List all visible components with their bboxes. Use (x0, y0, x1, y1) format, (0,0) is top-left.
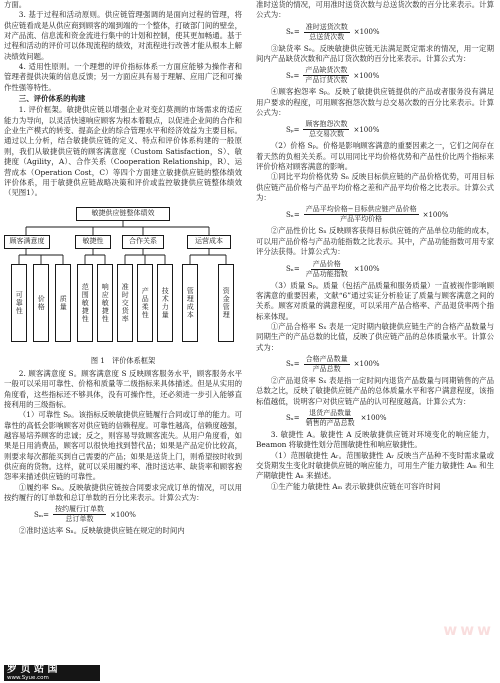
diagram-leaf-product-flexibility: 产品柔性 (137, 264, 153, 342)
watermark-brand: 罗 页 站 国 (7, 664, 58, 675)
paragraph: （3）质量 Sₚ。质量（包括产品质量和服务质量）一直被视作影响顾客满意的重要因素，文献“6”通过实证分析验证了质量与顾客满意之间的关系。顾客对质量的满意程度，可以采用产品合格率、产品退货率两个指标来体现。 (256, 280, 494, 321)
diagram-leaf-price: 价格 (33, 264, 49, 342)
section-heading: 三、评价体系的构建 (18, 94, 86, 104)
paragraph: ①履约率 Sₘ。反映敏捷供应链按合同要求完成订单的情况，可以用按约履行的订单数和总订单数的百分比来表示。计算公式为： (4, 482, 242, 502)
paragraph: （1）可靠性 Sₚ。该指标反映敏捷供应链履行合同或订单的能力。可靠性的高低会影响顾客对供应链的信赖程度。可靠性越高，信赖度越强，越容易培养顾客的忠诚；反之，则容易导致顾客流失。从用户角度看，如果是日用消费品，顾客可以很快地找到替代品；如果是产品定价比较高，则要求每次都能买到自己需要的产品；如果是送货上门，则希望按时收到供应商的货物。这样，就可以采用履约率、准时送达率、缺货率和顾客抱怨率来描述供应链的可靠性。 (4, 410, 242, 482)
formula-return-rate: Sₓ= $\frac{\text{退货产品数量}}{\text{销售的产品总数}}$ ×100% (286, 408, 387, 427)
formula-stockout-rate: Sₒ= $\frac{\text{产品缺货次数}}{\text{产品订货次数}}$ ×100% (286, 66, 380, 85)
paragraph: ②产品退货率 Sₓ 表是指一定时间内退货产品数量与同期销售的产品总数之比，反映了敏捷供应链产品的总体质量水平和客户满意程度，该指标值越低，说明客户对供应链产品的认可程度越高。计算公式为： (256, 375, 494, 406)
paragraph: 3. 基于过程和活动原则。供应链管理强调的是面向过程的管理，将供应链看成是从供应商到顾客的端到端的一个整体，打破部门间的壁垒，对产品流、信息流和资金流进行集中的计划和控制，使其更加畅通。基于过程和活动的评价可以体现流程的绩效，对流程进行改善才能从根本上解决绩效问题。 (4, 10, 242, 61)
paragraph: 3. 敏捷性 A。敏捷性 A 反映敏捷供应链对环境变化的响应能力，Beamon 将敏捷性划分范围敏捷性和响应敏捷性。 (256, 429, 494, 450)
formula-pass-rate: Sₓ= $\frac{\text{合格产品数量}}{\text{产品总数}}$ ×100% (286, 354, 380, 373)
paragraph: （2）价格 Sₚ。价格是影响顾客满意的重要因素之一，它们之间存在着天然的负相关关系。可以用同比平均价格优势和产品性价比两个指标来评价价格对顾客满意的影响。 (256, 141, 494, 172)
paragraph: ②产品性价比 Sₙ 反映顾客获得目标供应链的产品单位功能的成本，可以用产品价格与产品功能指数之比表示。其中，产品功能指数可用专家评分法获得。计算公式为： (256, 226, 494, 257)
figure-caption: 图 1 评价体系框架 (90, 355, 156, 365)
diagram-branch-customer-satisfaction: 顾客满意度 (4, 235, 50, 249)
right-column (256, 0, 494, 492)
paragraph: 4. 适用性原则。一个理想的评价指标体系一方面应能够为操作者和管理者提供决策的信息反馈；另一方面应具有易于理解、应用广泛和可操作性强等特性。 (4, 62, 242, 92)
formula-price-performance: Sₙ= $\frac{\text{产品价格}}{\text{产品功能指数}}$ ×100% (286, 259, 380, 278)
watermark-ghost: ᴡᴡᴡ (443, 620, 494, 639)
left-column (4, 0, 242, 537)
paragraph: ③缺货率 Sₒ。反映敏捷供应链无法满足既定需求的情况，用一定期间内产品缺货次数和产品订货次数的百分比来表示。计算公式为： (256, 43, 494, 64)
site-watermark (4, 665, 100, 681)
formula-on-time-delivery: Sₙ= $\frac{\text{准时送货次数}}{\text{总送货次数}}$ ×100% (286, 22, 380, 41)
paragraph: 准时送货的情况，可用准时送货次数与总送货次数的百分比来表示。计算公式为： (256, 0, 494, 20)
formula-fulfillment-rate: Sₘ= $\frac{\text{按约履行订单数}}{\text{总订单数}}$ ×100% (34, 505, 136, 524)
diagram-leaf-response-agility: 响应敏捷性 (97, 264, 113, 342)
formula-complaint-rate: Sₚ= $\frac{\text{顾客抱怨次数}}{\text{总交易次数}}$ ×100% (286, 120, 380, 139)
paragraph: 1. 评价框架。敏捷供应链以增强企业对变幻莫测的市场需求的适应能力为导向，以灵活快速响应顾客为根本着眼点，以促进企业间的合作和企业生产模式的转变、提高企业的综合管理水平和经济效益为主要目标。通过以上分析，结合敏捷供应链的定义、特点和评价体系构建的一般原则，我们从敏捷供应链的顾客满意度（Custom Satisfaction，S）、敏捷度（Agility，A）、合作关系（Cooperation Relationship，R）、运营成本（Operation Cost，C）等四个方面建立敏捷供应链的整体绩效评价体系，用于敏捷供应链战略决策和评价或监控敏捷供应链整体绩效（见图1）。 (4, 105, 242, 198)
evaluation-framework-diagram (4, 202, 242, 354)
diagram-root-node: 敏捷供应链整体绩效 (76, 207, 170, 221)
diagram-leaf-management-cost: 管理成本 (182, 264, 198, 342)
paragraph: ②准时送达率 Sₙ。反映敏捷供应链在规定的时间内 (18, 526, 185, 536)
paragraph: ④顾客抱怨率 Sₚ。反映了敏捷供应链提供的产品或者服务没有满足用户要求的程度，可用顾客抱怨次数与总交易次数的百分比来表示。计算公式为： (256, 87, 494, 118)
diagram-branch-agility: 敏捷性 (75, 235, 111, 249)
watermark-url: www.Syue.com (7, 675, 49, 681)
diagram-leaf-on-time-delivery: 准时交货率 (117, 264, 133, 342)
paragraph: ①同比平均价格优势 Sₙ 反映目标供应链的产品价格优势，可用目标供应链产品价格与产品平均价格之差和产品平均价格之比表示。计算公式为： (256, 172, 494, 203)
paragraph: ①生产能力敏捷性 Aₘ 表示敏捷供应链在可容许时间 (270, 481, 441, 491)
paragraph: ①产品合格率 Sₓ 表是一定时期内敏捷供应链生产的合格产品数量与同期生产的产品总数的比值，反映了供应链产品的总体质量水平。计算公式为： (256, 321, 494, 352)
paragraph: 2. 顾客满意度 S。顾客满意度 S 反映顾客服务水平，顾客服务水平一般可以采用可靠性、价格和质量等二级指标来具体描述。但是从实用的角度看，这些指标还不够具体，没有可操作性，还必须进一步引入能够直接利用的三级指标。 (4, 368, 242, 409)
formula-price-advantage: Sₙ= $\frac{\text{产品平均价格−目标供应链产品价格}}{\text{产品平均价格}}$ ×100% (286, 205, 449, 224)
diagram-leaf-range-agility: 范围敏捷性 (77, 264, 93, 342)
paragraph: （1）范围敏捷性 Aᵣ。范围敏捷性 Aᵣ 反映当产品种不变时需求量或交货期发生变化时敏捷供应链的响应能力，可用生产能力敏捷性 Aₘ 和生产期敏捷性 Aₙ 来描述。 (256, 450, 494, 481)
paragraph: 方面。 (4, 0, 27, 9)
diagram-leaf-technical-strength: 技术力量 (157, 264, 173, 342)
diagram-branch-operation-cost: 运营成本 (187, 235, 231, 249)
diagram-leaf-reliability: 可靠性 (11, 264, 27, 342)
diagram-branch-cooperation: 合作关系 (122, 235, 164, 249)
diagram-leaf-fund-management: 资金管理 (218, 264, 234, 342)
diagram-leaf-quality: 质量 (55, 264, 71, 342)
